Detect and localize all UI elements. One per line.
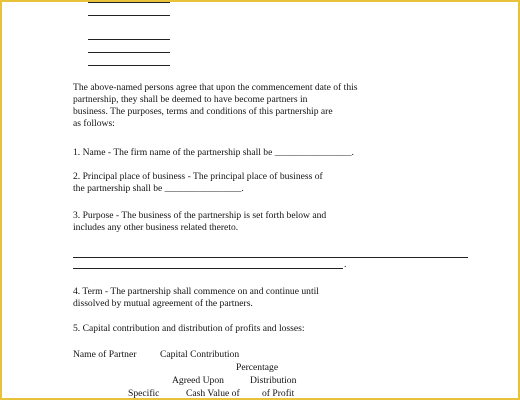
clause-name: 1. Name - The firm name of the partnership shall be ________________. — [73, 147, 354, 158]
col-of-profit: of Profit — [262, 388, 295, 399]
col-distribution: Distribution — [250, 375, 297, 386]
clause-principal-place: 2. Principal place of business - The principal place of business of — [73, 171, 323, 182]
partner-blank-line — [88, 52, 170, 53]
purpose-blank-line — [73, 257, 468, 258]
partner-blank-line — [88, 2, 170, 3]
clause-term: 4. Term - The partnership shall commence on and continue until — [73, 286, 319, 297]
col-cash-value-of: Cash Value of — [186, 388, 240, 399]
partner-blank-line — [88, 65, 170, 66]
clause-principal-place-cont: the partnership shall be ________________. — [73, 183, 244, 194]
col-name-of-partner: Name of Partner — [73, 349, 137, 360]
clause-term-cont: dissolved by mutual agreement of the partners. — [73, 298, 253, 309]
clause-capital: 5. Capital contribution and distribution of profits and losses: — [73, 323, 305, 334]
intro-line: The above-named persons agree that upon the commencement date of this — [73, 82, 358, 93]
col-capital-contribution: Capital Contribution — [160, 349, 240, 360]
col-agreed-upon: Agreed Upon — [172, 375, 224, 386]
intro-line: partnership, they shall be deemed to have become partners in — [73, 94, 308, 105]
purpose-end-mark: . — [344, 259, 347, 270]
col-specific: Specific — [128, 388, 160, 399]
clause-purpose: 3. Purpose - The business of the partnership is set forth below and — [73, 210, 327, 221]
clause-purpose-cont: includes any other business related thereto. — [73, 222, 239, 233]
col-percentage: Percentage — [236, 362, 279, 373]
partner-blank-line — [88, 39, 170, 40]
intro-line: business. The purposes, terms and conditions of this partnership are — [73, 106, 333, 117]
partner-blank-line — [88, 15, 170, 16]
intro-line: as follows: — [73, 118, 115, 129]
purpose-blank-line — [73, 268, 343, 269]
